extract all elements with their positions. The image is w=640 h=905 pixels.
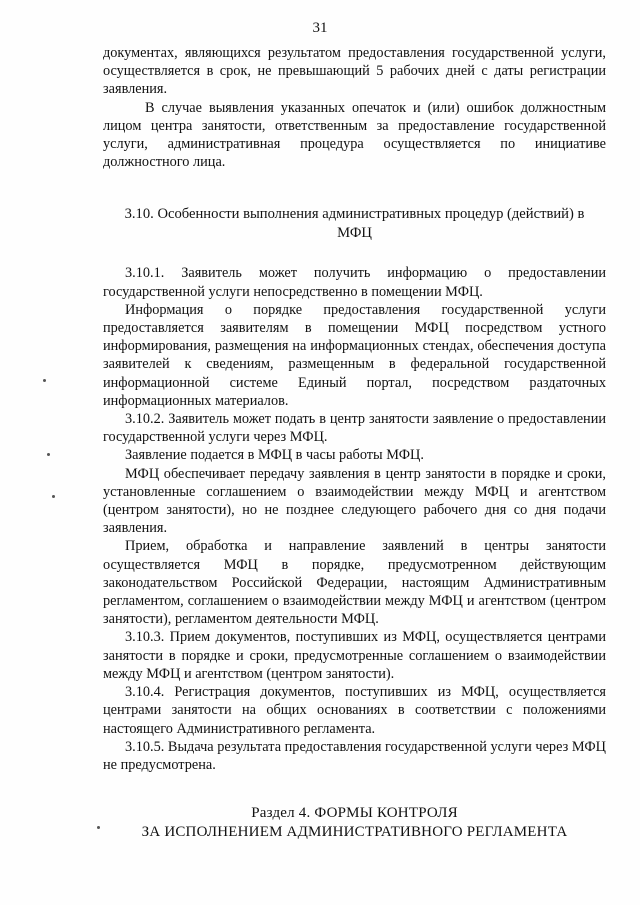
page-number: 31 [312, 20, 328, 36]
paragraph-3-10-4: 3.10.4. Регистрация документов, поступивших из МФЦ, осуществляется центрами занятости на общих основаниях в соответствии с положениями настоящего Административного регламента. [103, 684, 606, 737]
intro-paragraph-1: документах, являющихся результатом предоставления государственной услуги, осуществляется в срок, не превышающий 5 рабочих дней с даты регистрации заявления. [103, 45, 606, 98]
scan-speck [43, 379, 46, 382]
paragraph-transfer: МФЦ обеспечивает передачу заявления в центр занятости в порядке и сроки, установленные соглашением о взаимодействии между МФЦ и агентством (центром занятости), но не позднее следующего рабочего дня со дня подачи заявления. [103, 465, 606, 537]
paragraph-3-10-3: 3.10.3. Прием документов, поступивших из МФЦ, осуществляется центрами занятости в порядке и сроки, предусмотренные соглашением о взаимодействии между МФЦ и агентством (центром занятости). [103, 629, 606, 682]
paragraph-processing: Прием, обработка и направление заявлений в центры занятости осуществляется МФЦ в порядке, предусмотренном действующим законодательством Российской Федерации, настоящим Административным регламентом, соглашением о взаимодействии между МФЦ и агентством (центром занятости), регламентом деятельности МФЦ. [103, 538, 606, 628]
paragraph-info-order: Информация о порядке предоставления государственной услуги предоставляется заявителям в помещении МФЦ посредством устного информирования, размещения на информационных стендах, обеспечения доступа заявителей к сведениям, размещенным в федеральной государственной информационной системе Единый портал, посредством раздаточных информационных материалов. [103, 301, 606, 409]
paragraph-3-10-5: 3.10.5. Выдача результата предоставления государственной услуги через МФЦ не предусмотрена. [103, 738, 606, 773]
scan-speck [52, 495, 55, 498]
section-4-heading-line-2: ЗА ИСПОЛНЕНИЕМ АДМИНИСТРАТИВНОГО РЕГЛАМЕНТА [141, 824, 568, 841]
paragraph-3-10-1: 3.10.1. Заявитель может получить информацию о предоставлении государственной услуги непосредственно в помещении МФЦ. [103, 265, 606, 300]
page-content [103, 44, 606, 842]
section-4-heading-line-1: Раздел 4. ФОРМЫ КОНТРОЛЯ [251, 805, 458, 822]
scan-speck [97, 826, 100, 829]
paragraph-submission-hours: Заявление подается в МФЦ в часы работы МФЦ. [125, 447, 424, 464]
scan-speck [47, 453, 50, 456]
section-3-10-heading: 3.10. Особенности выполнения административных процедур (действий) в МФЦ [124, 206, 585, 241]
paragraph-3-10-2: 3.10.2. Заявитель может подать в центр занятости заявление о предоставлении государственной услуги через МФЦ. [103, 411, 606, 446]
intro-paragraph-2: В случае выявления указанных опечаток и (или) ошибок должностным лицом центра занятости, ответственным за предоставление государственной услуги, административная процедура осуществляется по инициативе должностного лица. [103, 99, 606, 171]
